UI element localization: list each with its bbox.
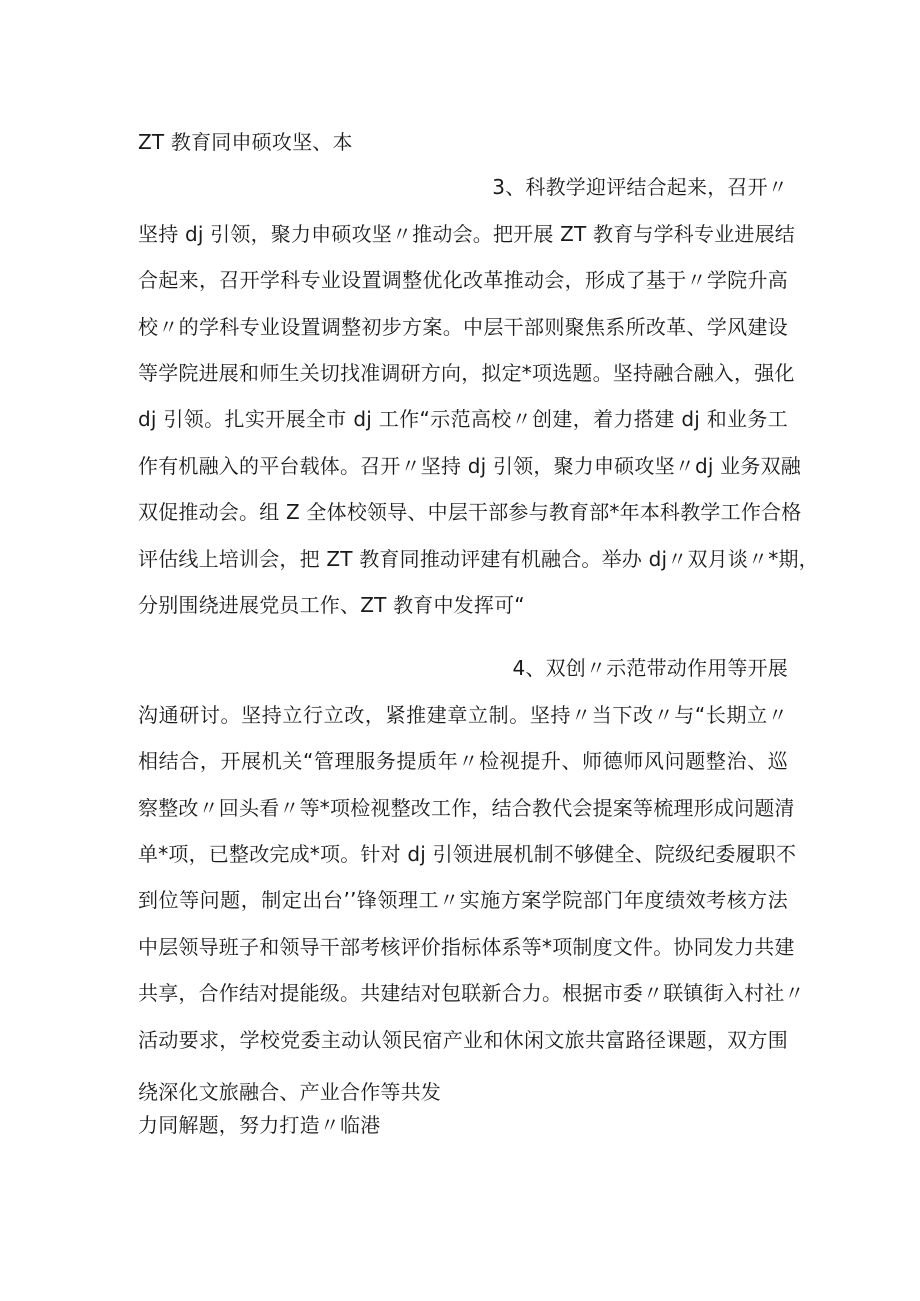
text-line: 相结合，开展机关“管理服务提质年〃检视提升、师德师风问题整治、巡 xyxy=(138,749,788,773)
text-line: 绕深化文旅融合、产业合作等共发 xyxy=(138,1080,441,1104)
text-line: ZT 教育同申硕攻坚、本 xyxy=(138,130,353,154)
text-line: 作有机融入的平台载体。召开〃坚持 dj 引领，聚力申硕攻坚〃dj 业务双融 xyxy=(138,454,801,478)
text-line: 双促推动会。组 Z 全体校领导、中层干部参与教育部*年本科教学工作合格 xyxy=(138,500,802,524)
text-line: dj 引领。扎实开展全市 dj 工作“示范高校〃创建，着力搭建 dj 和业务工 xyxy=(138,407,788,431)
text-line: 共享，合作结对提能级。共建结对包联新合力。根据市委〃联镇街入村社〃 xyxy=(138,981,805,1005)
section-heading-4: 4、双创〃示范带动作用等开展 xyxy=(512,656,788,680)
text-line: 等学院进展和师生关切找准调研方向，拟定*项选题。坚持融合融入，强化 xyxy=(138,361,795,385)
text-line: 分别围绕进展党员工作、ZT 教育中发挥可“ xyxy=(138,593,525,617)
text-line: 坚持 dj 引领，聚力申硕攻坚〃推动会。把开展 ZT 教育与学科专业进展结 xyxy=(138,222,795,246)
section-heading-3: 3、科教学迎评结合起来，召开〃 xyxy=(492,175,788,199)
text-line: 校〃的学科专业设置调整初步方案。中层干部则聚焦系所改革、学风建设 xyxy=(138,315,788,339)
text-line: 评估线上培训会，把 ZT 教育同推动评建有机融合。举办 dj〃双月谈〃*期， xyxy=(138,547,819,571)
text-line: 察整改〃回头看〃等*项检视整改工作，结合教代会提案等梳理形成问题清 xyxy=(138,796,795,820)
text-line: 活动要求，学校党委主动认领民宿产业和休闲文旅共富路径课题，双方围 xyxy=(138,1028,788,1052)
text-line: 合起来，召开学科专业设置调整优化改革推动会，形成了基于〃学院升高 xyxy=(138,268,788,292)
text-line: 单*项，已整改完成*项。针对 dj 引领进展机制不够健全、院级纪委履职不 xyxy=(138,842,797,866)
text-line: 中层领导班子和领导干部考核评价指标体系等*项制度文件。协同发力共建 xyxy=(138,935,795,959)
text-line: 到位等问题，制定出台’’锋领理工〃实施方案学院部门年度绩效考核方法 xyxy=(138,888,788,912)
text-line: 力同解题，努力打造〃临港 xyxy=(138,1113,381,1137)
text-line: 沟通研讨。坚持立行立改，紧推建章立制。坚持〃当下改〃与“长期立〃 xyxy=(138,703,788,727)
